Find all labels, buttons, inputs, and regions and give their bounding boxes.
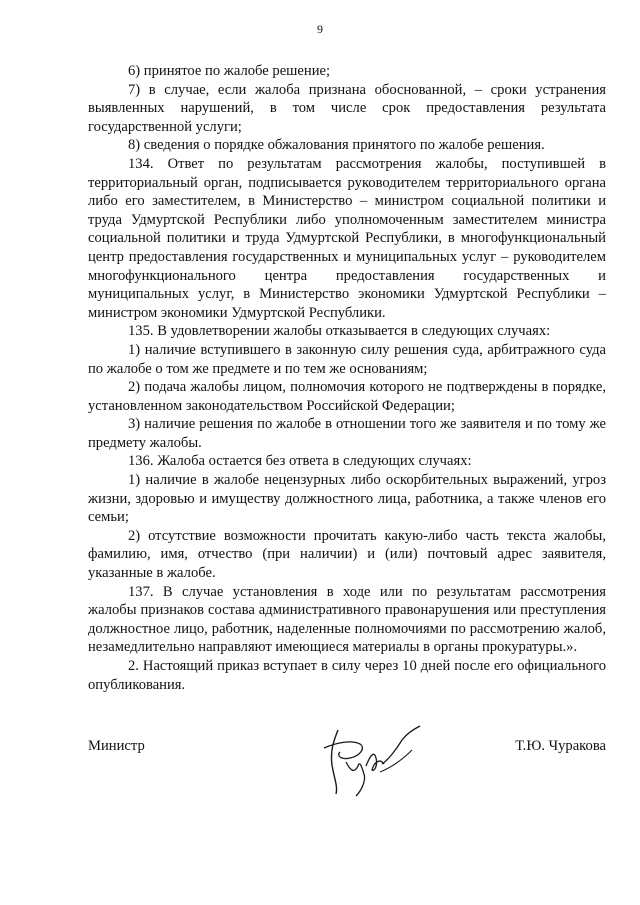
clause-136-item-2: 2) отсутствие возможности прочитать какую-либо часть текста жалобы, фамилию, имя, отчество (при наличии) и (или) почтовый адрес заявителя, указанные в жалобе. xyxy=(88,527,606,582)
handwritten-signature xyxy=(316,720,426,800)
document-body xyxy=(88,62,606,694)
signature-block xyxy=(88,732,606,812)
clause-135-item-3: 3) наличие решения по жалобе в отношении того же заявителя и по тому же предмету жалобы. xyxy=(88,416,606,451)
page-number: 9 xyxy=(317,22,323,36)
clause-136: 136. Жалоба остается без ответа в следующих случаях: xyxy=(128,453,472,470)
signer-title: Министр xyxy=(88,738,145,754)
order-clause-2: 2. Настоящий приказ вступает в силу через 10 дней после его официального опубликования. xyxy=(88,658,606,693)
clause-135: 135. В удовлетворении жалобы отказывается в следующих случаях: xyxy=(128,323,551,340)
list-item-7: 7) в случае, если жалоба признана обоснованной, – сроки устранения выявленных нарушений, в том числе срок предоставления результата государственной услуги; xyxy=(88,81,606,135)
clause-137: 137. В случае установления в ходе или по результатам рассмотрения жалобы признаков состава административного правонарушения или преступления должностное лицо, работник, наделенные полномочиями по рассмотрению жалоб, незамедлительно направляют имеющиеся материалы в органы прокуратуры.». xyxy=(88,583,606,656)
clause-135-item-2: 2) подача жалобы лицом, полномочия которого не подтверждены в порядке, установленном законодательством Российской Федерации; xyxy=(88,379,606,414)
list-item-8: 8) сведения о порядке обжалования принятого по жалобе решения. xyxy=(128,137,545,154)
clause-135-item-1: 1) наличие вступившего в законную силу решения суда, арбитражного суда по жалобе о том же предмете и по тем же основаниям; xyxy=(88,341,606,377)
list-item-6: 6) принятое по жалобе решение; xyxy=(128,63,331,79)
clause-136-item-1: 1) наличие в жалобе нецензурных либо оскорбительных выражений, угроз жизни, здоровью и имуществу должностного лица, работника, а также членов его семьи; xyxy=(88,472,606,526)
signer-name: Т.Ю. Чуракова xyxy=(515,738,606,754)
clause-134: 134. Ответ по результатам рассмотрения жалобы, поступившей в территориальный орган, подписывается руководителем территориального органа либо его заместителем, в Министерство – министром социальной политики и труда Удмуртской Республики либо уполномоченным заместителем министра социальной политики и труда Удмуртской Республики, в многофункциональный центр предоставления государственных и муниципальных услуг – руководителем многофункционального центра предоставления государственных и муниципальных услуг, в Министерство экономики Удмуртской Республики – министром экономики Удмуртской Республики. xyxy=(88,155,606,321)
